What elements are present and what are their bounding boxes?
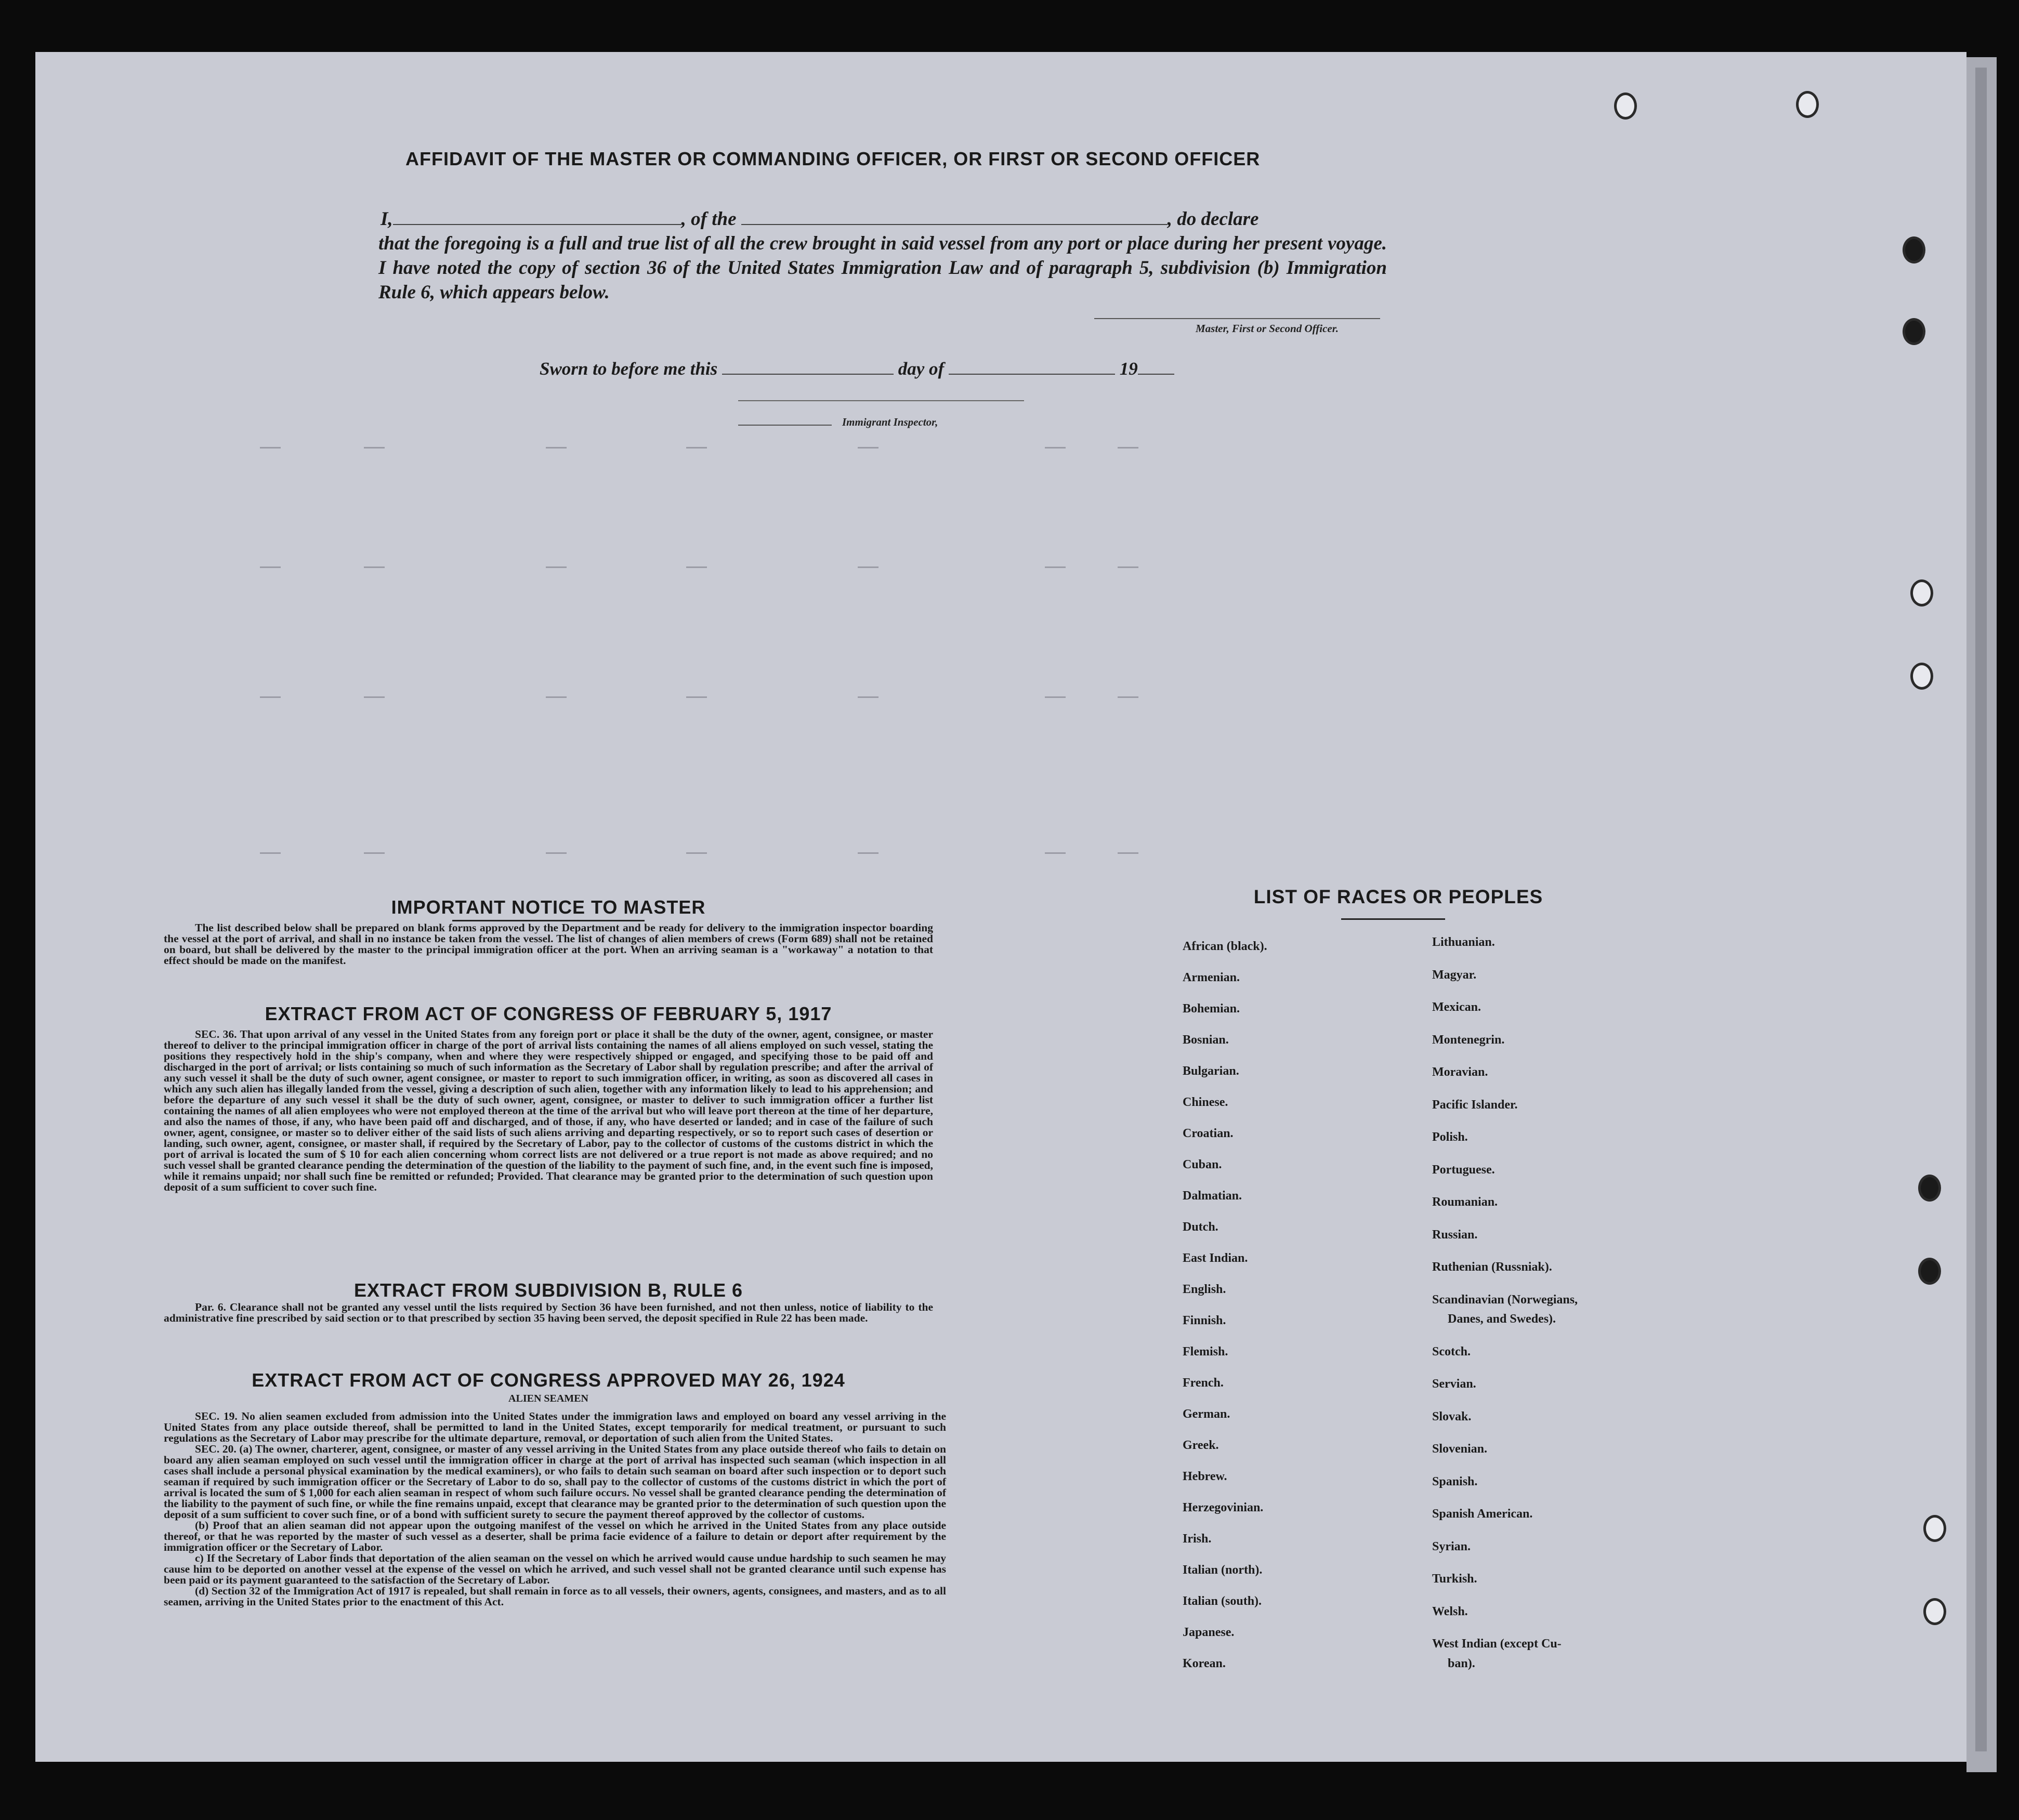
race-item: Moravian. [1432, 1065, 1488, 1079]
sworn-day-blank [722, 374, 894, 375]
faint-dash [546, 447, 567, 449]
race-item: Bohemian. [1183, 1002, 1240, 1015]
binder-hole [1918, 1175, 1941, 1202]
section-36-paragraph: SEC. 36. That upon arrival of any vessel in the United States from any foreign port or place it shall be the duty of the owner, agent, consignee, or master thereof to deliver to the principal immigration officer in charge of the port of arrival lists containing the names of all aliens employed on such vessel, stating the positions they respectively hold in the ship's company, when and where they were respectively shipped or engaged, and specifying those to be paid off and discharged in the port of arrival; or lists containing so much of such information as the Secretary of Labor shall by regulation prescribe; and after the arrival of any such vessel it shall be the duty of such owner, agent consignee, or master to report to such immigration officer, in writing, as soon as discovered all cases in which any such alien has illegally landed from the vessel, giving a description of such alien, together with any information likely to lead to his apprehension; and before the departure of any such vessel it shall be the duty of such owner, agent, consignee, or master to deliver to such immigration officer a further list containing the names of all alien employees who were not employed thereon at the time of the arrival but who will leave port thereon at the time of her departure, and also the names of those, if any, who have been paid off and discharged, and of those, if any, who have deserted or landed; and in case of the failure of such owner, agent, consignee, or master so to deliver either of the said lists of such aliens arriving and departing respectively, or so to report such cases of desertion or landing, such owner, agent, consignee, or master shall, if required by the Secretary of Labor, pay to the collector of customs of the customs district in which the port of arrival is located the sum of $ 10 for each alien concerning whom correct lists are not delivered or a true report is not made as above required; and no such vessel shall be granted clearance pending the determination of the question of the liability to the payment of such fine, and, in the event such fine is imposed, while it remains unpaid; nor shall such fine be remitted or refunded; Provided. That clearance may be granted prior to the determination of such question upon deposit of a sum sufficient to cover such fine. [164, 1028, 933, 1193]
faint-dash [364, 447, 385, 449]
section-20a-paragraph: SEC. 20. (a) The owner, charterer, agent, consignee, or master of any vessel arriving in the United States from any place outside thereof who fails to detain on board any alien seaman employed on such vessel until the immigration officer in charge at the port of arrival has inspected such seaman (which inspection in all cases shall include a personal physical examination by the medical examiners), or who fails to detain such seaman on board after such inspection or to deport such seaman if required by such immigration officer or the Secretary of Labor to do so, shall pay to the collector of customs of the customs district in which the port of arrival is located the sum of $ 1,000 for each alien seaman in respect of whom such failure occurs. No vessel shall be granted clearance pending the determination of the liability to the payment of such fine, or while the fine remains unpaid, except that clearance may be granted prior to the determination of such question upon the deposit of a sum sufficient to cover such fine, or of a bond with sufficient surety to secure the payment thereof approved by the collector of customs. [164, 1443, 946, 1521]
faint-dash [546, 696, 567, 698]
rule-6-paragraph: Par. 6. Clearance shall not be granted any vessel until the lists required by Section 36 have been furnished, and not then unless, notice of liability to the administrative fine prescribed by said section or to that prescribed by section 35 having been served, the deposit specified in Rule 22 has been made. [164, 1301, 933, 1324]
race-item: African (black). [1183, 940, 1267, 953]
binder-hole [1923, 1598, 1946, 1625]
race-item: Italian (south). [1183, 1594, 1262, 1608]
affidavit-do-declare: , do declare [1167, 208, 1259, 230]
inspector-line [738, 425, 832, 426]
day-of-label: day of [898, 359, 945, 379]
race-item: Slovak. [1432, 1409, 1472, 1423]
extract-1924-text [164, 1411, 946, 1607]
faint-dash [260, 447, 281, 449]
faint-dash [858, 566, 879, 568]
inspector-top-line [738, 400, 1024, 401]
faint-dash [260, 566, 281, 568]
sworn-year-blank [1138, 374, 1174, 375]
race-item: Portuguese. [1432, 1163, 1495, 1177]
faint-dash [686, 696, 707, 698]
binder-hole [1796, 91, 1819, 118]
race-item: Irish. [1183, 1532, 1212, 1546]
race-item: Ruthenian (Russniak). [1432, 1260, 1552, 1274]
rule-6-title: EXTRACT FROM SUBDIVISION B, RULE 6 [353, 1280, 743, 1301]
race-item: Dalmatian. [1183, 1189, 1242, 1203]
faint-dash [858, 852, 879, 854]
notice-text [164, 922, 933, 966]
race-item: Korean. [1183, 1657, 1226, 1670]
notice-title: IMPORTANT NOTICE TO MASTER [391, 896, 706, 918]
faint-dash [1118, 447, 1138, 449]
race-item: East Indian. [1183, 1251, 1248, 1265]
race-item: Russian. [1432, 1228, 1478, 1242]
extract-1917-title: EXTRACT FROM ACT OF CONGRESS OF FEBRUARY 5, 1917 [265, 1003, 832, 1024]
race-item: Magyar. [1432, 968, 1477, 982]
races-title-rule [1341, 918, 1445, 920]
faint-dash [1118, 566, 1138, 568]
faint-dash [1045, 696, 1066, 698]
section-20c-paragraph: c) If the Secretary of Labor finds that deportation of the alien seaman on the vessel on which he arrived would cause undue hardship to such seamen he may cause him to be deported on another vessel at the expense of the vessel on which he arrived, and such vessel shall not be granted clearance until such expense has been paid or its payment guaranteed to the satisfaction of the Secretary of Labor. [164, 1552, 946, 1586]
notice-paragraph: The list described below shall be prepared on blank forms approved by the Department and be ready for delivery to the immigration inspector boarding the vessel at the port of arrival, and shall in no instance be taken from the vessel. The list of changes of alien members of crews (Form 689) shall not be retained on board, but shall be delivered by the master to the principal immigration officer at the port. When an arriving seaman is a "workaway" a notation to that effect should be made on the manifest. [164, 921, 933, 967]
binder-hole [1918, 1258, 1941, 1285]
race-item: English. [1183, 1283, 1226, 1296]
sworn-label: Sworn to before me this [540, 359, 718, 379]
section-19-paragraph: SEC. 19. No alien seamen excluded from admission into the United States under the immigration laws and employed on board any vessel arriving in the United States from any place outside thereof, shall be permitted to land in the United States, except temporarily for medical treatment, or pursuant to such regulations as the Secretary of Labor may prescribe for the ultimate departure, removal, or deportation of such alien from the United States. [164, 1410, 946, 1444]
binder-hole [1614, 93, 1637, 120]
master-name-blank [393, 224, 681, 225]
faint-dash [1118, 852, 1138, 854]
extract-1917-text [164, 1029, 933, 1193]
race-item: Italian (north). [1183, 1563, 1263, 1577]
race-item: Scotch. [1432, 1344, 1471, 1359]
race-item: Cuban. [1183, 1158, 1222, 1171]
race-item: Chinese. [1183, 1096, 1228, 1109]
affidavit-body: that the foregoing is a full and true list of all the crew brought in said vessel from any port or place during her present voyage. I have noted the copy of section 36 of the United States Immigration Law and of paragraph 5, subdivision (b) Immigration Rule 6, which appears below. [378, 233, 1387, 303]
race-item: Danes, and Swedes). [1448, 1312, 1556, 1326]
race-item: Pacific Islander. [1432, 1098, 1518, 1112]
rule-6-text [164, 1302, 933, 1324]
binder-hole [1910, 579, 1933, 606]
sworn-line [540, 359, 1174, 379]
faint-dash [1045, 566, 1066, 568]
faint-dash [1118, 696, 1138, 698]
alien-seamen-subtitle: ALIEN SEAMEN [508, 1393, 588, 1404]
faint-dash [1045, 447, 1066, 449]
race-item: Roumanian. [1432, 1195, 1498, 1209]
affidavit-of-the: , of the [681, 208, 737, 230]
race-item: Spanish American. [1432, 1507, 1533, 1521]
vessel-name-blank [741, 224, 1168, 225]
race-item: Bosnian. [1183, 1033, 1229, 1047]
faint-dash [546, 566, 567, 568]
race-item: Spanish. [1432, 1474, 1478, 1488]
race-item: Welsh. [1432, 1604, 1468, 1618]
race-item: Flemish. [1183, 1345, 1228, 1359]
section-20b-paragraph: (b) Proof that an alien seaman did not appear upon the outgoing manifest of the vessel on which he arrived in the United States from any place outside thereof, or that he was reported by the master of such vessel as a deserter, shall be prima facie evidence of a failure to detain or deport after requirement by the immigration officer or the Secretary of Labor. [164, 1519, 946, 1553]
races-title: LIST OF RACES OR PEOPLES [1253, 886, 1543, 907]
binder-hole [1903, 236, 1925, 263]
race-item: ban). [1448, 1656, 1475, 1670]
race-item: West Indian (except Cu- [1432, 1637, 1562, 1651]
faint-dash [364, 852, 385, 854]
binder-hole [1910, 663, 1933, 690]
binder-hole [1923, 1515, 1946, 1542]
race-item: Syrian. [1432, 1539, 1471, 1553]
page-edge-shadow [1975, 68, 1987, 1751]
race-item: Servian. [1432, 1377, 1476, 1391]
race-item: Bulgarian. [1183, 1064, 1239, 1078]
race-item: Greek. [1183, 1439, 1219, 1452]
faint-dash [364, 566, 385, 568]
race-item: Slovenian. [1432, 1442, 1488, 1456]
race-item: French. [1183, 1376, 1224, 1390]
race-item: Herzegovinian. [1183, 1501, 1264, 1514]
faint-dash [1045, 852, 1066, 854]
race-item: Japanese. [1183, 1626, 1235, 1639]
faint-dash [546, 852, 567, 854]
affidavit-declaration-line [381, 208, 1258, 230]
race-item: Armenian. [1183, 971, 1240, 984]
affidavit-title: AFFIDAVIT OF THE MASTER OR COMMANDING OFFICER, OR FIRST OR SECOND OFFICER [405, 148, 1261, 169]
signature-line [1094, 318, 1380, 319]
race-item: Mexican. [1432, 1000, 1481, 1014]
year-prefix: 19 [1119, 359, 1138, 379]
inspector-label: Immigrant Inspector, [842, 416, 938, 428]
race-item: Dutch. [1183, 1220, 1218, 1234]
race-item: Turkish. [1432, 1572, 1477, 1586]
faint-dash [686, 447, 707, 449]
race-item: Lithuanian. [1432, 935, 1495, 949]
race-item: Finnish. [1183, 1314, 1226, 1327]
faint-dash [364, 696, 385, 698]
race-item: Scandinavian (Norwegians, [1432, 1293, 1578, 1307]
faint-dash [686, 852, 707, 854]
affidavit-i: I, [381, 208, 393, 230]
faint-dash [260, 852, 281, 854]
race-item: Polish. [1432, 1130, 1468, 1144]
signature-label: Master, First or Second Officer. [1196, 322, 1339, 335]
race-item: Croatian. [1183, 1127, 1234, 1140]
section-20d-paragraph: (d) Section 32 of the Immigration Act of 1917 is repealed, but shall remain in force as to all vessels, their owners, agents, consignees, and masters, and as to all seamen, arriving in the United States prior to the enactment of this Act. [164, 1585, 946, 1608]
faint-dash [858, 696, 879, 698]
race-item: Montenegrin. [1432, 1033, 1505, 1047]
race-item: Hebrew. [1183, 1470, 1227, 1483]
sworn-month-blank [949, 374, 1115, 375]
faint-dash [260, 696, 281, 698]
race-item: German. [1183, 1407, 1230, 1421]
binder-hole [1903, 318, 1925, 345]
faint-dash [858, 447, 879, 449]
extract-1924-title: EXTRACT FROM ACT OF CONGRESS APPROVED MAY 26, 1924 [252, 1369, 845, 1391]
faint-dash [686, 566, 707, 568]
